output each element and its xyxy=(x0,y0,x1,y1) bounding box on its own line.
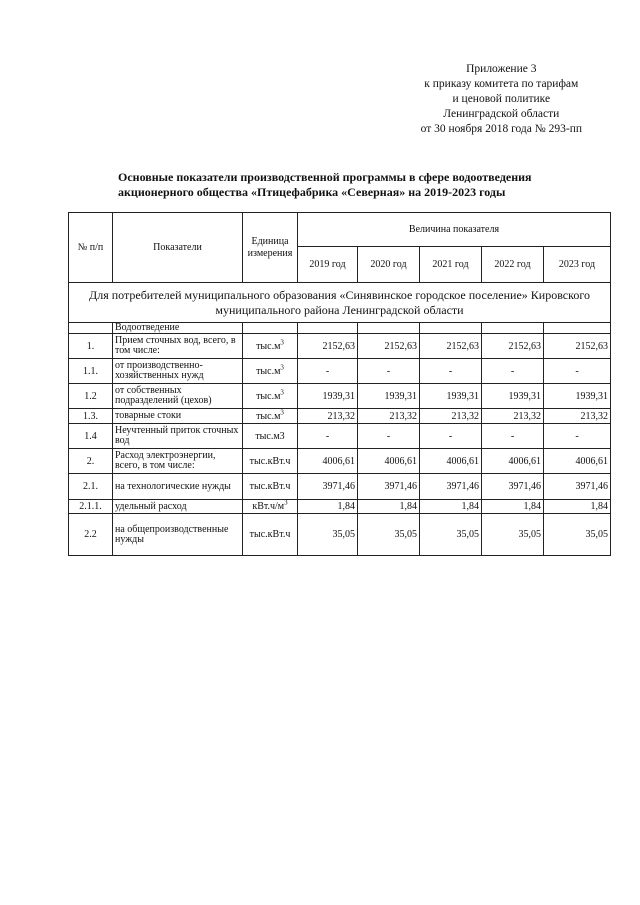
header-year-2021: 2021 год xyxy=(420,247,482,283)
row-value-2023: 3971,46 xyxy=(544,474,611,500)
row-unit xyxy=(243,409,298,424)
row-value-2022: 1,84 xyxy=(482,500,544,514)
row-number: 2. xyxy=(69,449,113,474)
row-value-2020: - xyxy=(358,424,420,449)
row-value-2021: 213,32 xyxy=(420,409,482,424)
group-empty-cell xyxy=(358,323,420,334)
section-title: Для потребителей муниципального образования «Синявинское городское поселение» Кировского муниципального района Ленинградской области xyxy=(69,283,611,323)
row-value-2023: 1939,31 xyxy=(544,384,611,409)
unit-text: тыс.м xyxy=(256,390,281,402)
row-value-2022: 2152,63 xyxy=(482,334,544,359)
row-unit xyxy=(243,334,298,359)
unit-superscript: 3 xyxy=(280,338,284,347)
row-indicator: Неучтенный приток сточных вод xyxy=(113,424,243,449)
title-line-2: акционерного общества «Птицефабрика «Северная» на 2019-2023 годы xyxy=(118,185,506,199)
table-row xyxy=(69,359,611,384)
row-value-2022: 3971,46 xyxy=(482,474,544,500)
group-label: Водоотведение xyxy=(113,323,243,334)
appendix-header xyxy=(421,62,582,137)
header-year-2020: 2020 год xyxy=(358,247,420,283)
unit-text: тыс.кВт.ч xyxy=(249,455,291,467)
title-line-1: Основные показатели производственной программы в сфере водоотведения xyxy=(118,170,532,184)
group-empty-cell xyxy=(544,323,611,334)
row-indicator: от производственно-хозяйственных нужд xyxy=(113,359,243,384)
header-year-2022: 2022 год xyxy=(482,247,544,283)
indicators-table xyxy=(68,212,611,556)
row-unit xyxy=(243,514,298,556)
row-value-2020: 4006,61 xyxy=(358,449,420,474)
row-unit xyxy=(243,424,298,449)
row-unit xyxy=(243,449,298,474)
row-number: 1.1. xyxy=(69,359,113,384)
header-year-2023: 2023 год xyxy=(544,247,611,283)
row-indicator: Прием сточных вод, всего, в том числе: xyxy=(113,334,243,359)
row-value-2023: 4006,61 xyxy=(544,449,611,474)
row-value-2019: 4006,61 xyxy=(298,449,358,474)
row-number: 1.2 xyxy=(69,384,113,409)
row-unit xyxy=(243,359,298,384)
group-empty-cell xyxy=(420,323,482,334)
row-value-2019: 213,32 xyxy=(298,409,358,424)
table-row xyxy=(69,424,611,449)
row-value-2020: 213,32 xyxy=(358,409,420,424)
header-year-2019: 2019 год xyxy=(298,247,358,283)
row-value-2023: - xyxy=(544,424,611,449)
row-value-2020: 2152,63 xyxy=(358,334,420,359)
group-empty-cell xyxy=(69,323,113,334)
row-value-2021: - xyxy=(420,359,482,384)
table-row xyxy=(69,514,611,556)
row-value-2022: 1939,31 xyxy=(482,384,544,409)
appendix-line-1: Приложение 3 xyxy=(466,63,537,75)
document-title xyxy=(118,170,588,200)
group-empty-cell xyxy=(243,323,298,334)
row-value-2019: 1939,31 xyxy=(298,384,358,409)
unit-text: тыс.м xyxy=(256,340,281,352)
row-value-2020: 35,05 xyxy=(358,514,420,556)
row-value-2022: 4006,61 xyxy=(482,449,544,474)
header-value-group: Величина показателя xyxy=(298,213,611,247)
row-value-2023: 1,84 xyxy=(544,500,611,514)
row-value-2020: 1,84 xyxy=(358,500,420,514)
table-body xyxy=(69,283,611,556)
unit-text: тыс.кВт.ч xyxy=(249,529,291,540)
group-empty-cell xyxy=(482,323,544,334)
row-indicator: Расход электроэнергии, всего, в том числе: xyxy=(113,449,243,474)
unit-text: тыс.кВт.ч xyxy=(249,481,291,492)
unit-text: тыс.м xyxy=(256,410,281,422)
row-number: 2.1.1. xyxy=(69,500,113,514)
row-number: 1.4 xyxy=(69,424,113,449)
row-value-2022: - xyxy=(482,424,544,449)
table-row xyxy=(69,334,611,359)
table-row xyxy=(69,409,611,424)
row-value-2021: 4006,61 xyxy=(420,449,482,474)
row-indicator: удельный расход xyxy=(113,500,243,514)
row-value-2019: 35,05 xyxy=(298,514,358,556)
table-row xyxy=(69,500,611,514)
unit-superscript: 3 xyxy=(280,363,284,372)
row-unit xyxy=(243,500,298,514)
row-value-2021: 2152,63 xyxy=(420,334,482,359)
row-value-2019: 3971,46 xyxy=(298,474,358,500)
row-value-2023: 2152,63 xyxy=(544,334,611,359)
appendix-line-5: от 30 ноября 2018 года № 293-пп xyxy=(420,123,582,135)
row-value-2019: - xyxy=(298,359,358,384)
row-unit xyxy=(243,474,298,500)
appendix-line-3: и ценовой политике xyxy=(452,93,551,105)
header-indicator: Показатели xyxy=(113,213,243,283)
row-value-2022: 213,32 xyxy=(482,409,544,424)
unit-superscript: 3 xyxy=(280,388,284,397)
row-value-2022: - xyxy=(482,359,544,384)
row-indicator: от собственных подразделений (цехов) xyxy=(113,384,243,409)
row-value-2021: 35,05 xyxy=(420,514,482,556)
row-value-2020: 1939,31 xyxy=(358,384,420,409)
row-value-2020: 3971,46 xyxy=(358,474,420,500)
row-value-2023: - xyxy=(544,359,611,384)
row-value-2023: 35,05 xyxy=(544,514,611,556)
row-value-2020: - xyxy=(358,359,420,384)
row-indicator: товарные стоки xyxy=(113,409,243,424)
row-number: 2.1. xyxy=(69,474,113,500)
table-row xyxy=(69,474,611,500)
row-value-2019: 1,84 xyxy=(298,500,358,514)
appendix-line-2: к приказу комитета по тарифам xyxy=(424,78,579,90)
row-value-2021: - xyxy=(420,424,482,449)
header-num: № п/п xyxy=(69,213,113,283)
row-number: 1.3. xyxy=(69,409,113,424)
row-value-2019: 2152,63 xyxy=(298,334,358,359)
unit-text: кВт.ч/м xyxy=(252,501,285,512)
row-indicator: на технологические нужды xyxy=(113,474,243,500)
unit-superscript: 3 xyxy=(280,408,284,417)
row-unit xyxy=(243,384,298,409)
table-row xyxy=(69,384,611,409)
row-number: 1. xyxy=(69,334,113,359)
row-value-2022: 35,05 xyxy=(482,514,544,556)
row-value-2023: 213,32 xyxy=(544,409,611,424)
table-row xyxy=(69,449,611,474)
row-indicator: на общепроизводственные нужды xyxy=(113,514,243,556)
row-value-2021: 1,84 xyxy=(420,500,482,514)
unit-text: тыс.м xyxy=(256,365,281,377)
group-empty-cell xyxy=(298,323,358,334)
unit-text: тыс.м3 xyxy=(255,430,285,442)
header-unit: Единица измерения xyxy=(243,213,298,283)
row-value-2019: - xyxy=(298,424,358,449)
row-number: 2.2 xyxy=(69,514,113,556)
row-value-2021: 1939,31 xyxy=(420,384,482,409)
unit-superscript: 3 xyxy=(284,499,288,507)
appendix-line-4: Ленинградской области xyxy=(443,108,560,120)
row-value-2021: 3971,46 xyxy=(420,474,482,500)
